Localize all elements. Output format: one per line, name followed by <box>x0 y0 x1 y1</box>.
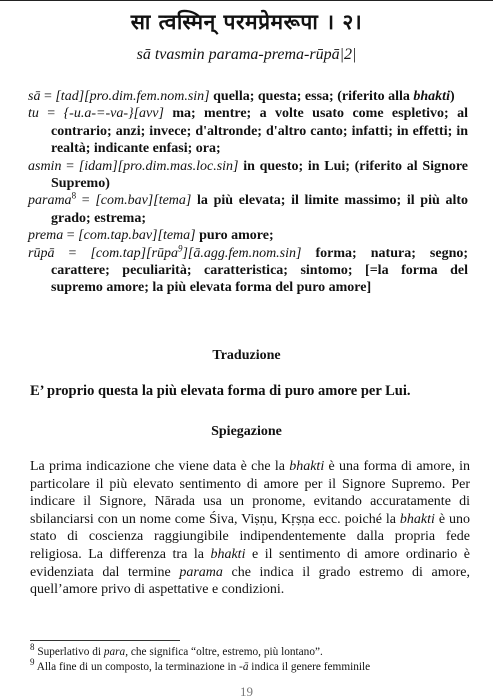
footnote-ref-8: 8 <box>71 190 77 201</box>
gloss-entry-tu: tu = {-u.a-=-va-}[avv] ma; mentre; a volte usato come espletivo; al contrario; anzi; invece; d'altronde; d'altro canto; infatti; in effetti; in realtà; indicante enfasi; ora; <box>28 106 468 157</box>
footnote-9: $^9$ Alla fine di un composto, la terminazione in -ā indica il genere femminile <box>30 657 371 673</box>
footnotes <box>30 642 475 675</box>
gloss-entry-asmin: asmin = [idam][pro.dim.mas.loc.sin] in questo; in Lui; (riferito al Signore Supremo) <box>28 158 468 192</box>
gloss-entry-rupa: rūpā = [com.tap][rūpa$^9$][ā.agg.fem.nom.sin] forma; natura; segno; carattere; peculiarità; caratteristica; sintomo; [=la forma del supremo amore; la più elevata forma del puro amore] <box>28 243 469 296</box>
footnote-ref-9: 9 <box>177 243 183 253</box>
gloss-entry-parama: parama$^8$ = [com.bav][tema] la più elevata; il limite massimo; il più alto grado; estrema; <box>28 190 469 226</box>
gloss-entry-prema: prema = [com.tap.bav][tema] puro amore; <box>28 228 274 244</box>
translation-text: E’ proprio questa la più elevata forma di puro amore per Lui. <box>30 383 411 399</box>
gloss-entry-sa: sā = [tad][pro.dim.fem.nom.sin] quella; questa; essa; (riferito alla bhakti) <box>28 89 455 104</box>
translation-heading: Traduzione <box>212 348 281 363</box>
footnote-divider <box>30 640 180 641</box>
footnote-8: $^8$ Superlativo di para, che significa “oltre, estremo, più lontano”. <box>30 642 323 658</box>
verse-transliteration: sā tvasmin parama-prema-rūpā|2| <box>136 46 357 63</box>
top-rule <box>0 0 493 1</box>
explanation-heading: Spiegazione <box>211 424 282 439</box>
explanation-paragraph: La prima indicazione che viene data è che la bhakti è una forma di amore, in particolare il più elevato sentimento di amore per il Signore Supremo. Per indicare il Signore, Nārada usa un pronome, evitando accuratamente di sbilanciarsi con un nome come Śiva, Viṣṇu, Kṛṣṇa ecc. poiché la bhakti è uno stato di coscienza raggiungibile indipendentemente dalla propria fede religiosa. La differenza tra la bhakti e il sentimento di amore ordinario è evidenziata dal termine parama che indica il grado estremo di amore, quell’amore privo di aspettative e condizioni. <box>30 459 471 598</box>
page-number: 19 <box>240 684 253 699</box>
word-glossary <box>28 88 468 297</box>
verse-devanagari: सा त्वस्मिन् परमप्रेमरूपा । २। <box>130 10 363 34</box>
